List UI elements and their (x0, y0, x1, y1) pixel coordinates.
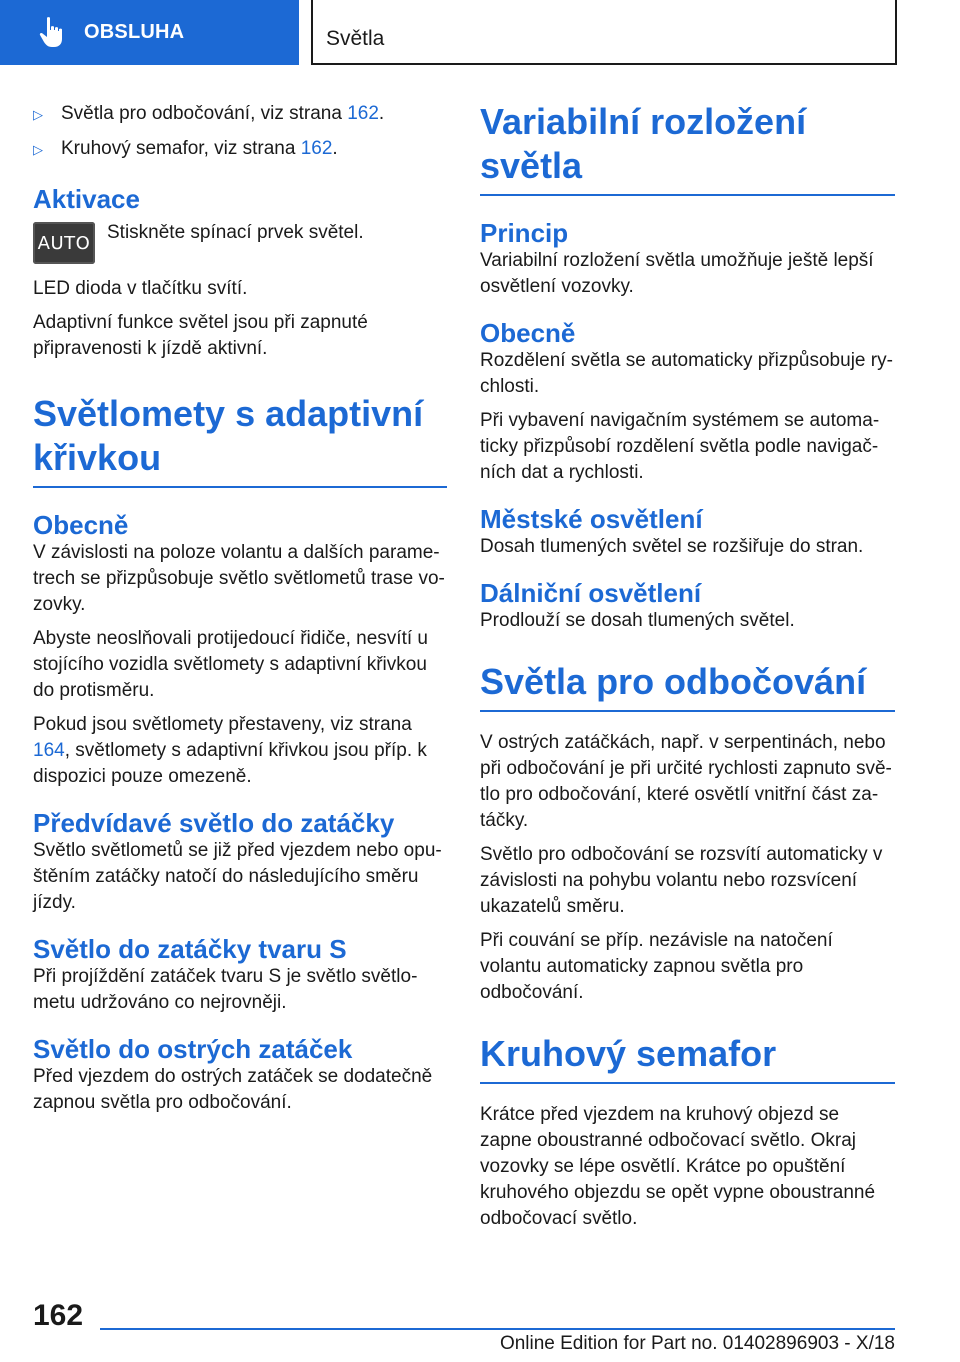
paragraph: Adaptivní funkce světel jsou při zapnuté připravenosti k jízdě aktivní. (33, 312, 368, 359)
list-item-punct: . (378, 103, 385, 124)
heading-predvidave: Předvídavé světlo do zatáčky (33, 808, 395, 838)
paragraph: Při projíždění zatáček tvaru S je světlo světlometu udržováno co nejrovněji. (33, 966, 418, 1013)
heading-s-curve: Světlo do zatáčky tvaru S (33, 934, 347, 964)
heading-city-light: Městské osvětlení (480, 504, 703, 534)
left-column (33, 100, 447, 1124)
paragraph: Stiskněte spínací prvek světel. (107, 222, 364, 243)
page-link[interactable]: 162 (300, 138, 333, 159)
paragraph: V závislosti na poloze volantu a dalších parametrech se přizpůsobuje světlo světlometů trase vozovky. (33, 542, 445, 615)
section-title-variable: Variabilní rozložení světla (480, 100, 895, 196)
chapter-header (311, 0, 897, 65)
paragraph: Krátce před vjezdem na kruhový objezd se zapne oboustranné odbočovací světlo. Okraj vozovky se lépe osvětlí. Krátce po opuštění kruhového objezdu se opět vypne oboustranné odbočovací světlo. (480, 1104, 876, 1229)
section-title-adaptive: Světlomety s adaptivní křivkou (33, 392, 447, 488)
list-item-punct: . (332, 138, 338, 159)
heading-princip: Princip (480, 218, 569, 248)
heading-obecne: Obecně (33, 510, 129, 540)
heading-sharp-curves: Světlo do ostrých zatáček (33, 1034, 353, 1064)
paragraph: V ostrých zatáčkách, např. v serpentinách, nebo při odbočování je při určité rychlosti zapnuto světlo pro odbočování, které osvětlí vnitřní část zatáčky. (480, 732, 892, 831)
footer-divider (100, 1328, 895, 1330)
list-item-text: Kruhový semafor, viz strana (61, 138, 301, 159)
page-link[interactable]: 164 (33, 740, 65, 761)
heading-obecne: Obecně (480, 318, 576, 348)
right-column (480, 100, 895, 1240)
paragraph: Abyste neoslňovali protijedoucí řidiče, nesvítí u stojícího vozidla světlomety s adaptivní křivkou do protisměru. (33, 628, 428, 701)
paragraph: Při vybavení navigačním systémem se automaticky přizpůsobí rozdělení světla podle navigačních dat a rychlosti. (480, 410, 880, 483)
footer-edition: Online Edition for Part no. 01402896903 - X/18 (499, 1333, 895, 1354)
page-number: 162 (33, 1299, 84, 1332)
paragraph: Prodlouží se dosah tlumených světel. (480, 610, 795, 631)
hand-pointer-icon (38, 16, 66, 50)
paragraph: LED dioda v tlačítku svítí. (33, 278, 248, 299)
list-item-text: Světla pro odbočování, viz strana (61, 103, 348, 124)
paragraph: Rozdělení světla se automaticky přizpůsobuje rychlosti. (480, 350, 893, 397)
section-tab[interactable] (0, 0, 299, 65)
triangle-bullet-icon: ▷ (33, 142, 43, 157)
auto-button-row (33, 222, 447, 264)
paragraph: Světlo světlometů se již před vjezdem nebo opuštěním zatáčky natočí do následujícího směru jízdy. (33, 840, 442, 913)
section-tab-label: OBSLUHA (84, 21, 185, 43)
section-title-turning-lights: Světla pro odbočování (480, 660, 895, 712)
list-item (33, 100, 447, 129)
heading-highway-light: Dálniční osvětlení (480, 578, 702, 608)
paragraph: Dosah tlumených světel se rozšiřuje do stran. (480, 536, 864, 557)
paragraph: Světlo pro odbočování se rozsvítí automaticky v závislosti na pohybu volantu nebo rozsvícení ukazatelů směru. (480, 844, 883, 917)
paragraph: Pokud jsou světlomety přestaveny, viz strana 164, světlomety s adaptivní křivkou jsou příp. k dispozici pouze omezeně. (33, 714, 427, 787)
triangle-bullet-icon: ▷ (33, 107, 43, 122)
page-link[interactable]: 162 (347, 103, 379, 124)
chapter-title: Světla (326, 27, 385, 50)
paragraph: Variabilní rozložení světla umožňuje ještě lepší osvětlení vozovky. (480, 250, 874, 297)
paragraph: Při couvání se příp. nezávisle na natočení volantu automaticky zapnou světla pro odbočování. (480, 930, 833, 1003)
paragraph: Před vjezdem do ostrých zatáček se dodatečně zapnou světla pro odbočování. (33, 1066, 433, 1113)
heading-aktivace: Aktivace (33, 184, 140, 214)
section-title-roundabout: Kruhový semafor (480, 1032, 895, 1084)
auto-button-icon: AUTO (33, 222, 95, 264)
list-item (33, 135, 447, 164)
